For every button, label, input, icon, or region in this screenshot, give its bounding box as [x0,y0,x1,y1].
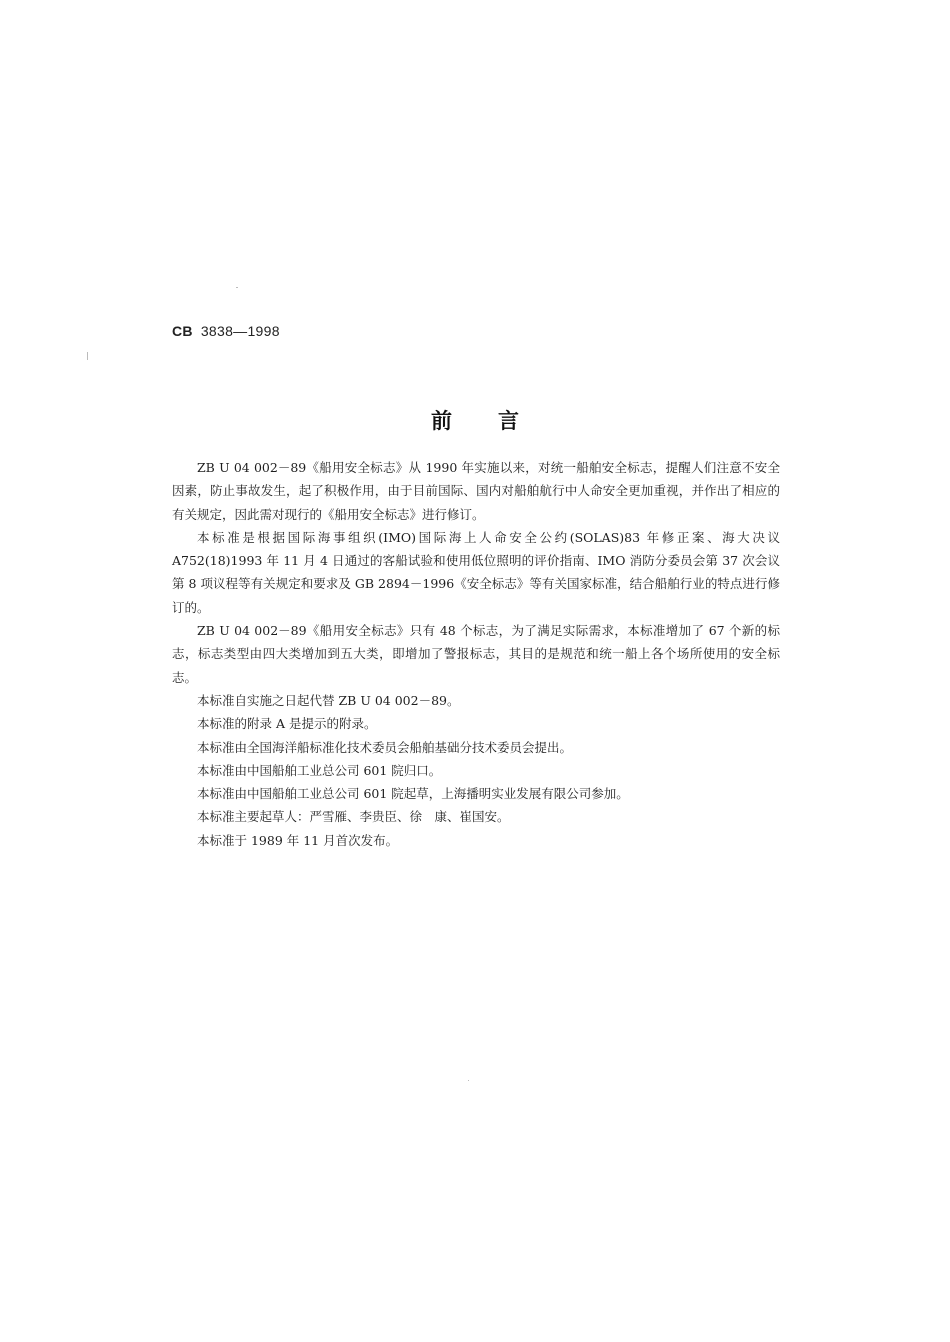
standard-number: 3838—1998 [200,323,280,339]
standard-code [172,323,280,339]
scan-speck [236,287,238,288]
foreword-body [172,456,780,852]
page-title: 前言 [431,409,565,433]
paragraph: 本标准主要起草人：严雪雁、李贵臣、徐 康、崔国安。 [197,809,510,825]
paragraph: ZB U 04 002－89《船用安全标志》只有 48 个标志，为了满足实际需求，本标准增加了 67 个新的标志，标志类型由四大类增加到五大类，即增加了警报标志，其目的是规范和统一船上各个场所使用的安全标志。 [172,623,780,685]
paragraph: 本标准由全国海洋船标准化技术委员会船舶基础分技术委员会提出。 [197,739,573,755]
paragraph: 本标准由中国船舶工业总公司 601 院归口。 [197,762,442,778]
paragraph: 本标准的附录 A 是提示的附录。 [197,716,377,732]
paragraph: 本标准于 1989 年 11 月首次发布。 [197,832,399,848]
scan-speck [87,352,88,360]
paragraph: 本标准是根据国际海事组织(IMO)国际海上人命安全公约(SOLAS)83 年修正案、海大决议 A752(18)1993 年 11 月 4 日通过的客船试验和使用低位照明的评价指南、IMO 消防分委员会第 37 次会议第 8 项议程等有关规定和要求及 GB 2894－1996《安全标志》等有关国家标准，结合船舶行业的特点进行修订的。 [172,529,780,615]
paragraph: 本标准由中国船舶工业总公司 601 院起草，上海播明实业发展有限公司参加。 [197,786,629,802]
standard-prefix: CB [172,323,193,339]
scan-speck [468,1080,469,1081]
paragraph: ZB U 04 002－89《船用安全标志》从 1990 年实施以来，对统一船舶安全标志，提醒人们注意不安全因素，防止事故发生，起了积极作用，由于目前国际、国内对船舶航行中人命安全更加重视，并作出了相应的有关规定，因此需对现行的《船用安全标志》进行修订。 [172,460,780,522]
paragraph: 本标准自实施之日起代替 ZB U 04 002－89。 [197,692,460,708]
